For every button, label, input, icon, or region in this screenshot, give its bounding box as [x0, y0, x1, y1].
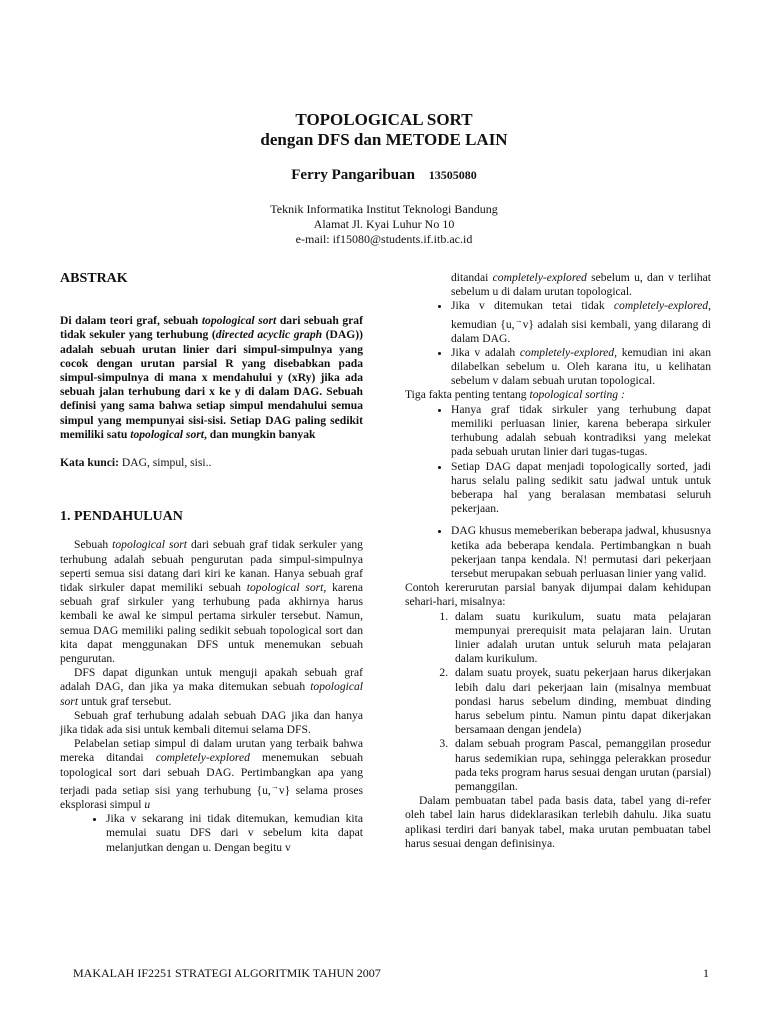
facts-intro: Tiga fakta penting tentang topological sorting : — [405, 388, 625, 402]
exploration-bullets-continued — [405, 271, 711, 299]
author-line — [0, 167, 768, 184]
closing-paragraph: Dalam pembuatan tabel pada basis data, tabel yang di-refer oleh tabel lain harus dideklarasikan terlebih dahulu. Jika suatu aplikasi terdiri dari banyak tabel, maka urutan pembuatan tabel harus sesuai dengan definisinya. — [405, 794, 711, 850]
footer-text: MAKALAH IF2251 STRATEGI ALGORITMIK TAHUN 2007 — [73, 966, 381, 980]
intro-paragraph-3: Sebuah graf terhubung adalah sebuah DAG jika dan hanya jika tidak ada sisi untuk kembali ditemui selama DFS. — [60, 708, 363, 737]
exploration-bullets — [60, 812, 363, 855]
list-item: • Hanya graf tidak sirkuler yang terhubung dapat memiliki perluasan linier, karena beberapa sirkuler terhubung adalah sebuah kontradiksi yang melekat pada sebuah urutan linier dari tugas-tugas. — [451, 403, 711, 460]
keywords: Kata kunci: DAG, simpul, sisi.. — [60, 456, 212, 470]
email: e-mail: if15080@students.if.itb.ac.id — [295, 232, 473, 246]
intro-paragraph-4: Pelabelan setiap simpul di dalam urutan yang terbaik bahwa mereka ditandai completely-explored menemukan sebuah topological sort dari sebuah DAG. Pertimbangkan apa yang terjadi pada setiap sisi yang terhubung {u,→v} selama proses eksplorasi simpul u — [60, 737, 363, 811]
right-column — [405, 271, 711, 851]
list-item: • Jika v ditemukan tetai tidak completely-explored, kemudian {u,→v} adalah sisi kembali, yang dilarang di dalam DAG. — [451, 299, 711, 345]
address: Alamat Jl. Kyai Luhur No 10 — [313, 217, 455, 231]
paper-title-line-2: dengan DFS dan METODE LAIN — [260, 130, 508, 149]
list-item: 3. dalam sebuah program Pascal, pemanggilan prosedur harus sedemikian rupa, sehingga pelerakkan prosedur pada teks program harus sesuai dengan urutan (parsial) pemanggilan. — [451, 737, 711, 794]
list-item: • Jika v sekarang ini tidak ditemukan, kemudian kita memulai suatu DFS dari v sebelum kita dapat melanjutkan dengan u. Dengan begitu v — [106, 812, 363, 855]
abstract-text: Di dalam teori graf, sebuah topological sort dari sebuah graf tidak sekuler yang terhubung (directed acyclic graph (DAG)) adalah sebuah urutan linier dari simpul-simpulnya yang cocok dengan urutan parsial R yang disebabkan pada simpul-simpulnya di mana x mendahului y (xRy) jika ada sebuah jalan terhubung dari x ke y di dalam DAG. Sebuah definisi yang sama bahwa setiap simpul mendahului semua simpul yang mempunyai sisi-sisi. Setiap DAG paling sedikit memiliki satu topological sort, dan mungkin banyak — [60, 314, 363, 441]
affiliation: Teknik Informatika Institut Teknologi Bandung — [270, 202, 498, 216]
exploration-bullets-more — [405, 299, 711, 388]
list-item: • Jika v adalah completely-explored, kemudian ini akan dilabelkan sebelum u. Oleh karana itu, u kelihatan sebelum v dalam sebuah urutan topological. — [451, 346, 711, 389]
list-item: 1. dalam suatu kurikulum, suatu mata pelajaran mempunyai prerequisit mata pelajaran lain. Urutan linier adalah urutan untuk seluruh mata pelajaran dalam kurikulum. — [451, 610, 711, 667]
left-column — [60, 272, 363, 855]
examples-intro: Contoh kererurutan parsial banyak dijumpai dalam kehidupan sehari-hari, misalnya: — [405, 581, 711, 609]
facts-list — [405, 403, 711, 581]
author-nim: 13505080 — [428, 168, 477, 182]
intro-paragraph-1: Sebuah topological sort dari sebuah graf tidak serkuler yang terhubung adalah sebuah pengurutan pada simpul-simpulnya seperti semua sisi datang dari kiri ke kanan. Hanya sebuah graf tidak sirkuler dapat memiliki sebuah topological sort, karena sebuah graf sirkuler yang terhubung pada akhirnya harus kembali ke awal ke simpul pertama sirkuler tersebut. Namun, semua DAG memiliki paling sedikit sebuah topological sort dan kita dapat menggunakan DFS untuk menemukan sebuah pengurutan. — [60, 538, 364, 666]
list-item: • Setiap DAG dapat menjadi topologically sorted, jadi harus selalu paling sedikit satu jadwal untuk untuk beberapa hal yang beralasan membatasi seluruh pekerjaan. — [451, 460, 711, 517]
examples-list — [405, 610, 711, 795]
author-name: Ferry Pangaribuan — [291, 167, 415, 183]
list-item: ditandai completely-explored sebelum u, dan v terlihat sebelum u di dalam urutan topological. — [451, 271, 711, 299]
abstract-heading: ABSTRAK — [60, 271, 128, 286]
list-item: • DAG khusus memeberikan beberapa jadwal, khususnya ketika ada beberapa kendala. Pertimbangkan n buah pekerjaan tanpa kendala. N! permutasi dari pekerjaan tersebut merupakan sebuah perluasan linier yang valid. — [451, 524, 711, 581]
page-footer — [73, 966, 709, 981]
list-item: 2. dalam suatu proyek, suatu pekerjaan harus dikerjakan lebih dalu dari pekerjaan lain (misalnya membuat pondasi harus sebelum dinding, membuat dinding harus sebelum pintu. Namun pintu dapat dikerjakan bersamaan dengan jendela) — [451, 666, 711, 737]
section-1-heading: 1. PENDAHULUAN — [60, 509, 183, 525]
paper-title-line-1: TOPOLOGICAL SORT — [295, 110, 473, 129]
intro-paragraph-2: DFS dapat digunkan untuk menguji apakah sebuah graf adalah DAG, dan jika ya maka ditemukan sebuah topological sort untuk graf tersebut. — [60, 666, 363, 708]
page-number: 1 — [703, 966, 709, 980]
